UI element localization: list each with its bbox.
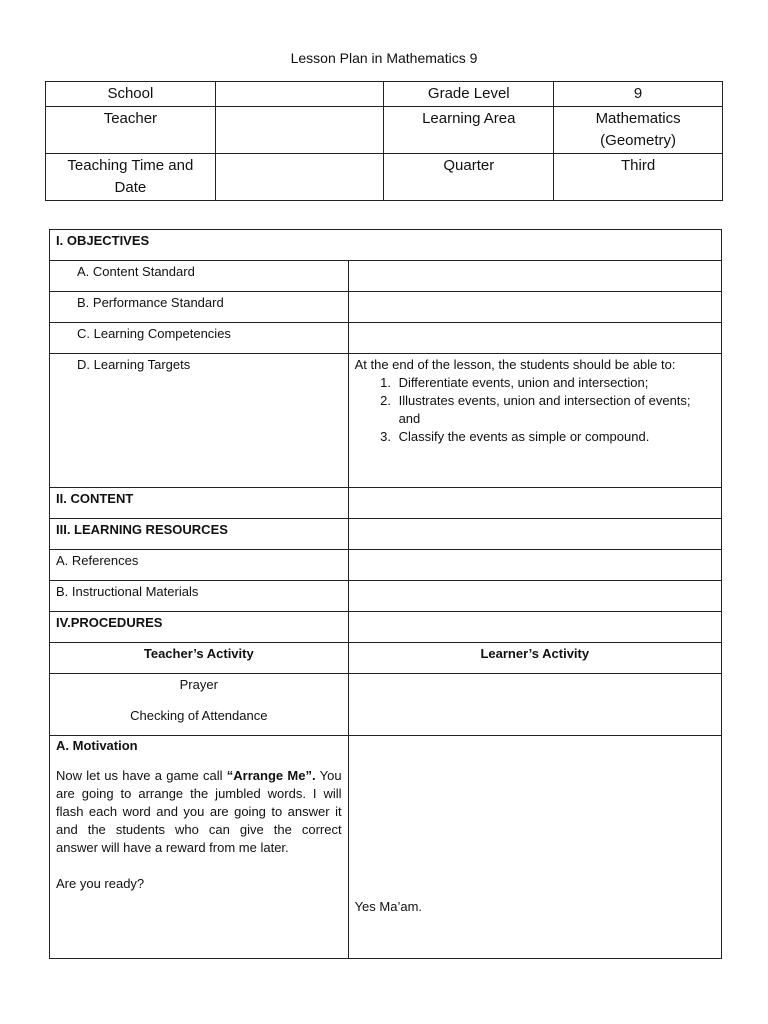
resources-row [50, 519, 722, 550]
header-row-time [46, 154, 723, 201]
content-standard-row [50, 261, 722, 292]
objectives-heading: I. OBJECTIVES [50, 230, 722, 261]
school-value [215, 82, 384, 107]
prayer-text: Prayer [179, 677, 218, 692]
resources-value [348, 519, 721, 550]
motivation-row [50, 736, 722, 959]
motivation-text-end: You are going to arrange the jumbled words. I will flash each word and you are going to answer it and the students who can give the correct answer will have a reward from me later. [56, 768, 342, 855]
quarter-label: Quarter [384, 154, 554, 201]
question-text: Are you ready? [56, 876, 145, 891]
learning-area-line2: (Geometry) [600, 132, 676, 149]
content-value [348, 488, 721, 519]
header-table [45, 81, 723, 201]
learning-area-value [554, 107, 723, 154]
game-name: “Arrange Me”. [226, 768, 316, 783]
materials-label: B. Instructional Materials [50, 581, 349, 612]
opening-activities [50, 674, 349, 736]
school-label: School [46, 82, 216, 107]
teaching-time-value [215, 154, 384, 201]
answer-text: Yes Ma’am. [354, 899, 423, 914]
teaching-time-line2: Date [114, 179, 147, 196]
objectives-row [50, 230, 722, 261]
procedures-row [50, 612, 722, 643]
content-heading: II. CONTENT [50, 488, 349, 519]
teacher-activity-header: Teacher’s Activity [50, 643, 349, 674]
content-standard-label: A. Content Standard [50, 261, 349, 292]
lesson-table [49, 229, 722, 959]
procedures-value [348, 612, 721, 643]
learning-competencies-value [348, 323, 721, 354]
learning-area-label: Learning Area [384, 107, 554, 154]
motivation-heading: A. Motivation [56, 738, 138, 753]
targets-intro: At the end of the lesson, the students should be able to: [354, 357, 676, 372]
teacher-value [215, 107, 384, 154]
opening-learner [348, 674, 721, 736]
content-row [50, 488, 722, 519]
header-row-teacher [46, 107, 723, 154]
target-item: 2. Illustrates events, union and intersection of events; and [395, 392, 715, 428]
performance-standard-value [348, 292, 721, 323]
references-value [348, 550, 721, 581]
header-row-school [46, 82, 723, 107]
opening-row [50, 674, 722, 736]
grade-level-label: Grade Level [384, 82, 554, 107]
page-title: Lesson Plan in Mathematics 9 [290, 50, 478, 66]
procedures-heading: IV.PROCEDURES [50, 612, 349, 643]
target-item: 3. Classify the events as simple or compound. [395, 428, 715, 446]
learning-competencies-label: C. Learning Competencies [50, 323, 349, 354]
grade-level-value: 9 [554, 82, 723, 107]
materials-value [348, 581, 721, 612]
learning-targets-label: D. Learning Targets [50, 354, 349, 488]
learning-area-line1: Mathematics [595, 110, 681, 127]
learning-targets-value [348, 354, 721, 488]
teaching-time-label [46, 154, 216, 201]
activity-header-row [50, 643, 722, 674]
learner-activity-header: Learner’s Activity [348, 643, 721, 674]
performance-standard-label: B. Performance Standard [50, 292, 349, 323]
references-row [50, 550, 722, 581]
references-label: A. References [50, 550, 349, 581]
teacher-label: Teacher [46, 107, 216, 154]
motivation-cell [50, 736, 349, 959]
motivation-text-start: Now let us have a game call [56, 768, 227, 783]
targets-list [355, 374, 715, 446]
target-item: 1. Differentiate events, union and intersection; [395, 374, 715, 392]
attendance-text: Checking of Attendance [130, 708, 268, 723]
learning-targets-row [50, 354, 722, 488]
resources-heading: III. LEARNING RESOURCES [50, 519, 349, 550]
learning-competencies-row [50, 323, 722, 354]
content-standard-value [348, 261, 721, 292]
motivation-text [56, 767, 342, 857]
materials-row [50, 581, 722, 612]
quarter-value: Third [554, 154, 723, 201]
motivation-learner [348, 736, 721, 959]
performance-standard-row [50, 292, 722, 323]
teaching-time-line1: Teaching Time and [67, 157, 194, 174]
